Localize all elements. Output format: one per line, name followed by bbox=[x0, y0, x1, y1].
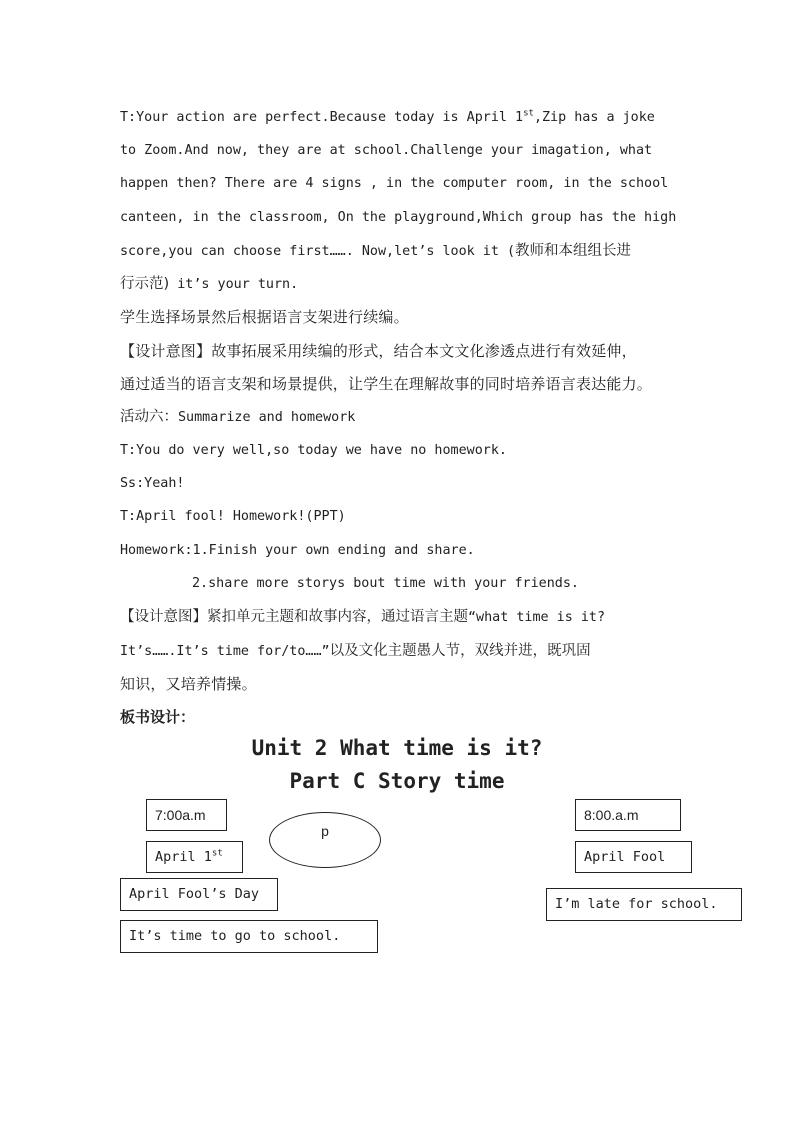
board-title-part: Part C Story time bbox=[289, 769, 505, 793]
box-april-fools-day: April Fool’s Day bbox=[120, 878, 278, 911]
board-title-unit: Unit 2 What time is it? bbox=[251, 736, 543, 760]
box-time-7am: 7:00a.m bbox=[146, 799, 227, 831]
homework-item-1: Homework:1.Finish your own ending and share. bbox=[120, 543, 475, 558]
design-intent-2-line-1: 【设计意图】紧扣单元主题和故事内容，通过语言主题“what time is it? bbox=[120, 609, 606, 625]
design-intent-2-line-2: It’s…….It’s time for/to……”以及文化主题愚人节，双线并进，既巩固 bbox=[120, 643, 591, 659]
dialogue-line-2: Ss:Yeah! bbox=[120, 476, 185, 491]
dialogue-line-1: T:You do very well,so today we have no homework. bbox=[120, 443, 507, 458]
teacher-line-4: canteen, in the classroom, On the playground,Which group has the high bbox=[120, 210, 677, 225]
teacher-line-1: T:Your action are perfect.Because today is April 1st,Zip has a joke bbox=[120, 108, 655, 125]
student-action: 学生选择场景然后根据语言支架进行续编。 bbox=[120, 308, 409, 326]
design-intent-2-line-3: 知识，又培养情操。 bbox=[120, 675, 257, 693]
design-intent-1-line-1: 【设计意图】故事拓展采用续编的形式，结合本文文化渗透点进行有效延伸， bbox=[120, 342, 637, 360]
design-intent-1-line-2: 通过适当的语言支架和场景提供，让学生在理解故事的同时培养语言表达能力。 bbox=[120, 375, 653, 393]
dialogue-line-3: T:April fool! Homework!(PPT) bbox=[120, 509, 346, 524]
board-design-label: 板书设计： bbox=[120, 708, 196, 726]
box-late-for-school: I’m late for school. bbox=[546, 888, 742, 921]
box-april-fool: April Fool bbox=[575, 841, 692, 873]
box-april-1st: April 1st bbox=[146, 841, 243, 873]
teacher-line-2: to Zoom.And now, they are at school.Challenge your imagation, what bbox=[120, 143, 653, 158]
teacher-line-5: score,you can choose first……. Now,let’s look it (教师和本组组长进 bbox=[120, 243, 632, 259]
teacher-line-6: 行示范) it’s your turn. bbox=[120, 276, 299, 292]
box-time-8am: 8:00.a.m bbox=[575, 799, 681, 831]
activity-6-heading: 活动六：Summarize and homework bbox=[120, 409, 356, 425]
oval-p: p bbox=[269, 812, 381, 868]
teacher-line-3: happen then? There are 4 signs , in the computer room, in the school bbox=[120, 176, 669, 191]
homework-item-2: 2.share more storys bout time with your friends. bbox=[192, 576, 579, 591]
box-time-to-go-to-school: It’s time to go to school. bbox=[120, 920, 378, 953]
